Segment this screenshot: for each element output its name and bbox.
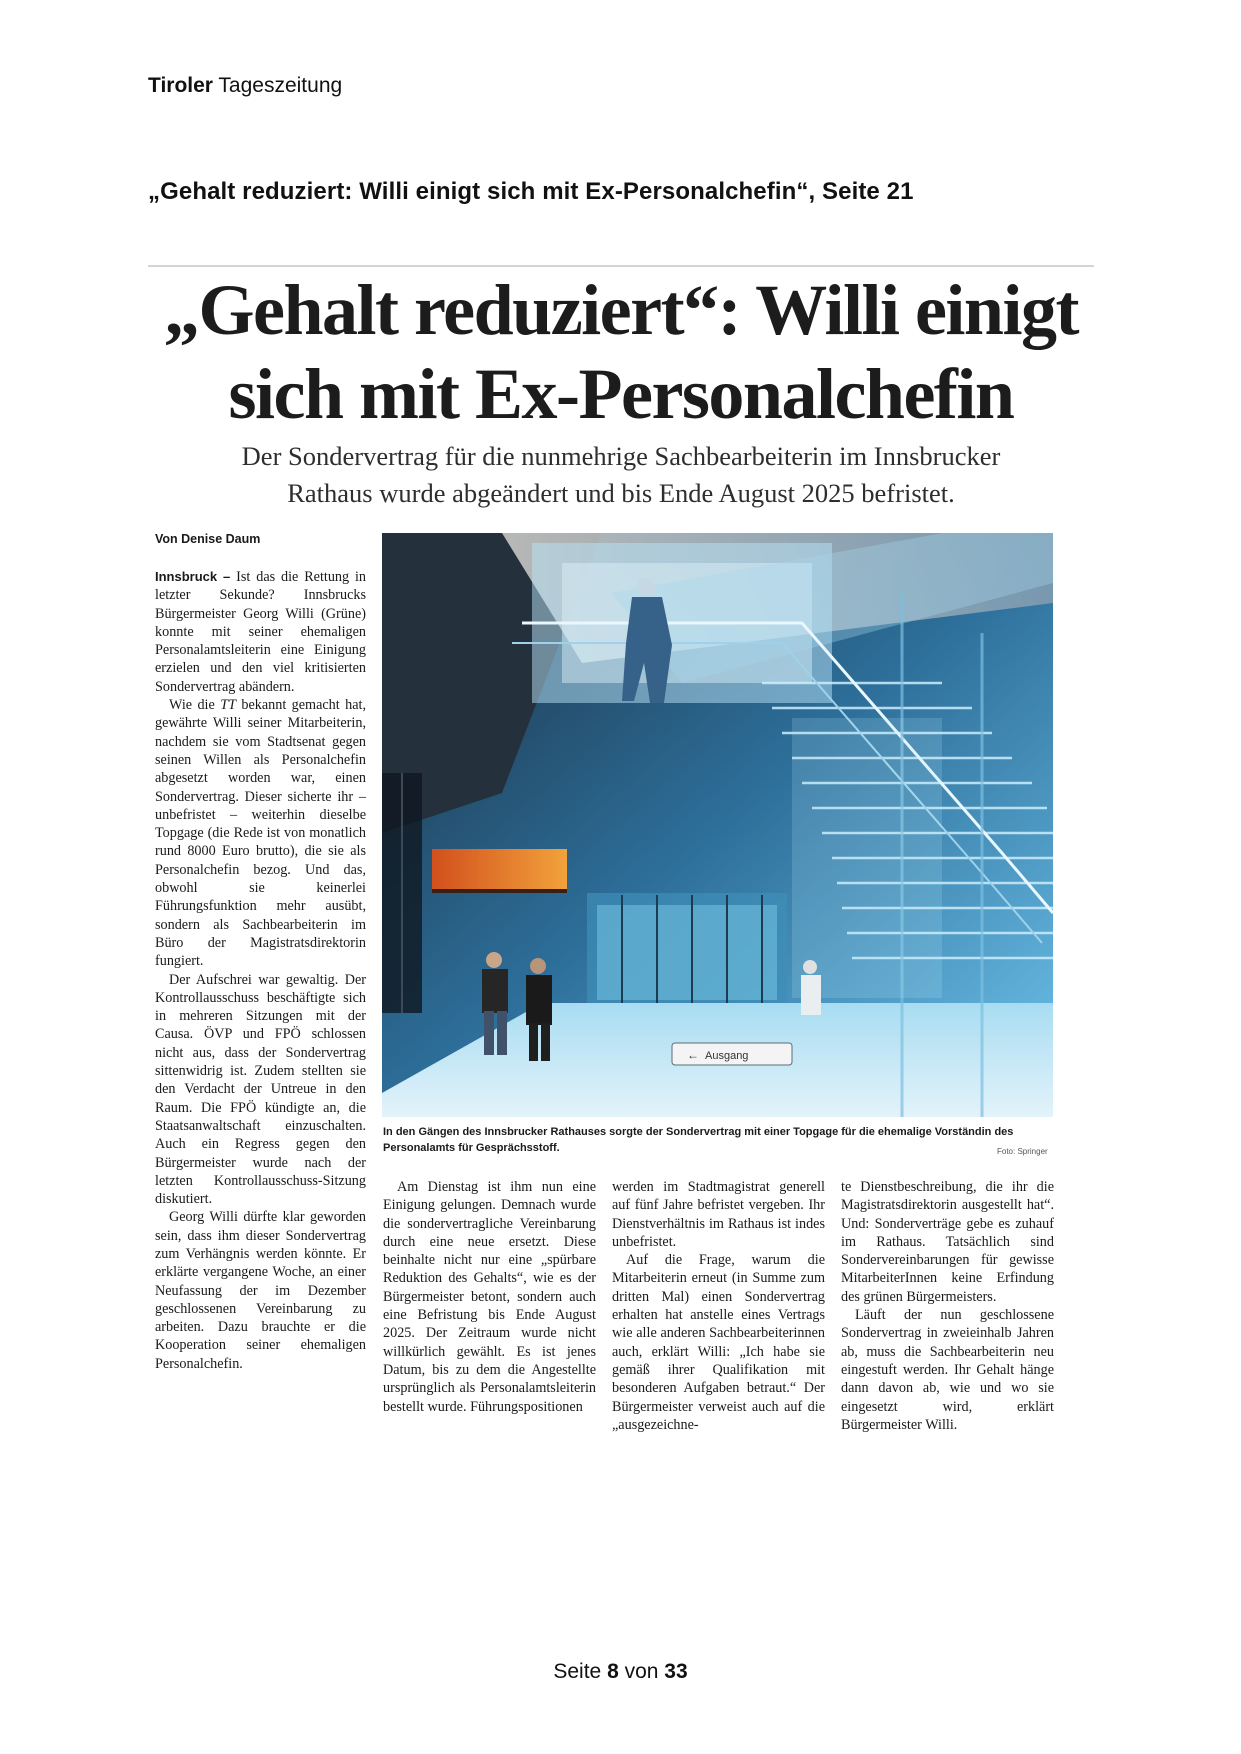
headline-line-1: „Gehalt reduziert“: Willi einigt [164,270,1078,350]
paragraph-text: bekannt gemacht hat, gewährte Willi seiner Mitarbeiterin, nachdem sie vom Stadtsenat gegen seinen Willen als Personalchefin abgesetzt worden war, einen Sondervertrag. Dieser sicherte ihr – unbefristet – weiterhin dieselbe Topgage (die Rede ist von monatlich rund 8000 Euro brutto), die sie als Personalchefin bezog. Und das, obwohl sie keinerlei Führungsfunktion mehr ausübt, sondern als Sachbearbeiterin im Büro der Magistratsdirektorin fungiert. [155,697,366,970]
rathaus-staircase-photo [382,533,1053,1117]
article-column-4 [841,1178,1054,1434]
article-column-1 [155,568,366,1373]
subheadline-line-1: Der Sondervertrag für die nunmehrige Sachbearbeiterin im Innsbrucker [241,441,1001,471]
publication-name-bold: Tiroler [148,74,213,97]
current-page: 8 [607,1660,619,1683]
headline-line-2: sich mit Ex-Personalchefin [228,354,1014,434]
photo-credit: Foto: Springer [997,1147,1048,1156]
article-photo [382,533,1053,1117]
paragraph [155,696,366,970]
publication-name-rest: Tageszeitung [212,74,343,97]
article-column-2 [383,1178,596,1416]
page-prefix: Seite [553,1660,608,1683]
paragraph: Läuft der nun geschlossene Sondervertrag in zweieinhalb Jahren ab, muss die Sachbearbeiterin neu eingestuft werden. Ihr Gehalt hänge dann davon ab, wie und wo sie eingesetzt wird, erklärt Bürgermeister Willi. [841,1307,1054,1433]
paragraph: Am Dienstag ist ihm nun eine Einigung gelungen. Demnach wurde die sondervertragliche Vereinbarung durch eine neue ersetzt. Diese beinhalte nicht nur eine „spürbare Reduktion des Gehalts“, wie es der Bürgermeister betont, sondern auch eine Befristung bis Ende August 2025. Der Zeitraum wurde nicht willkürlich gewählt. Es ist jenes Datum, bis zu dem die Angestellte ursprünglich als Personalamtsleiterin bestellt wurde. Führungspositionen [383,1179,596,1415]
paragraph-text: Ist das die Rettung in letzter Sekunde? Innsbrucks Bürgermeister Georg Willi (Grüne) konnte mit seiner ehemaligen Personalamtsleiterin eine Einigung erzielen und den viel kritisierten Sondervertrag abändern. [155,569,367,695]
paragraph-text: Wie die [169,697,221,714]
svg-text:←: ← [687,1048,699,1062]
publication-name [148,74,342,98]
newspaper-abbreviation: TT [220,697,236,714]
exit-sign-label: Ausgang [705,1050,749,1062]
page-number [0,1660,1241,1684]
total-pages: 33 [664,1660,688,1683]
dateline: Innsbruck – [155,569,231,584]
paragraph: te Dienstbeschreibung, die ihr die Magistratsdirektorin ausgestellt hat“. Und: Sonderverträge gebe es zuhauf im Rathaus. Tatsächlich sind Sondervereinbarungen für gewisse MitarbeiterInnen keine Erfindung des grünen Bürgermeisters. [841,1179,1054,1305]
subheadline [148,438,1094,512]
article-column-3 [612,1178,825,1434]
page-separator: von [618,1660,665,1683]
paragraph: Georg Willi dürfte klar geworden sein, dass ihm dieser Sondervertrag zum Verhängnis werden könnte. Er erklärte vergangene Woche, an einer Neufassung der im Dezember geschlossenen Vereinbarung zu arbeiten. Dazu brauchte er die Kooperation seiner ehemaligen Personalchefin. [155,1209,366,1372]
subheadline-line-2: Rathaus wurde abgeändert und bis Ende August 2025 befristet. [287,478,955,508]
byline: Von Denise Daum [155,532,261,546]
top-rule [148,265,1094,267]
headline [148,268,1094,436]
photo-caption: In den Gängen des Innsbrucker Rathauses sorgte der Sondervertrag mit einer Topgage für die ehemalige Vorständin des Personalamts für Gesprächsstoff. [383,1126,1014,1154]
paragraph: Auf die Frage, warum die Mitarbeiterin erneut (in Summe zum dritten Mal) einen Sondervertrag erhalten hat anstelle eines Vertrags wie alle anderen Sachbearbeiterinnen auch, erklärt Willi: „Ich habe sie gemäß ihrer Qualifikation mit besonderen Aufgaben betraut.“ Der Bürgermeister verweist auch auf die „ausgezeichne- [612,1252,825,1433]
paragraph: Der Aufschrei war gewaltig. Der Kontrollausschuss beschäftigte sich in mehreren Sitzungen mit der Causa. ÖVP und FPÖ schlossen nicht aus, dass der Sondervertrag sittenwidrig ist. Zudem stellten sie den Verdacht der Untreue in den Raum. Die FPÖ kündigte an, die Staatsanwaltschaft einzuschalten. Auch ein Regress gegen den Bürgermeister wurde nach der letzten Kontrollausschuss-Sitzung diskutiert. [155,971,366,1208]
paragraph: werden im Stadtmagistrat generell auf fünf Jahre befristet vergeben. Ihr Dienstverhältnis im Rathaus ist indes unbefristet. [612,1179,825,1250]
paragraph [155,568,366,696]
article-reference: „Gehalt reduziert: Willi einigt sich mit Ex-Personalchefin“, Seite 21 [148,178,914,205]
